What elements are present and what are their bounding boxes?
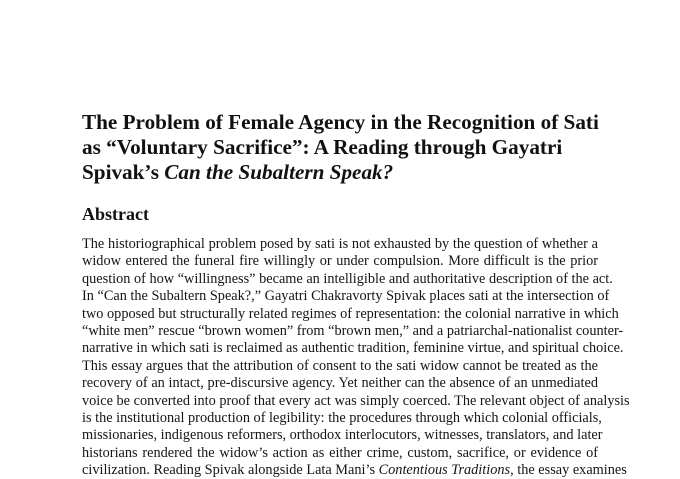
abstract-line: is the institutional production of legibility: the procedures through which colonial officials, — [82, 409, 602, 426]
abstract-line: question of how “willingness” became an intelligible and authoritative description of the act. — [82, 270, 613, 287]
title-line-1: The Problem of Female Agency in the Recognition of Sati — [82, 110, 599, 134]
abstract-line: “white men” rescue “brown women” from “brown men,” and a patriarchal-nationalist counter- — [82, 322, 624, 339]
abstract-last-italic: Contentious Traditions — [378, 462, 511, 479]
abstract-line: two opposed but structurally related regimes of representation: the colonial narrative in which — [82, 305, 619, 322]
title-line-3-italic: Can the Subaltern Speak? — [164, 160, 394, 184]
title-line-3 — [82, 160, 612, 185]
abstract-line: missionaries, indigenous reformers, orthodox interlocutors, witnesses, translators, and later — [82, 427, 603, 444]
abstract-line: widow entered the funeral fire willingly or under compulsion. More difficult is the prior — [82, 253, 598, 270]
abstract-line: In “Can the Subaltern Speak?,” Gayatri Chakravorty Spivak places sati at the intersection of — [82, 288, 610, 305]
abstract-heading: Abstract — [82, 204, 149, 224]
abstract-line: recovery of an intact, pre-discursive agency. Yet neither can the absence of an unmediated — [82, 375, 598, 392]
paper-title — [82, 110, 612, 185]
abstract-line: This essay argues that the attribution of consent to the sati widow cannot be treated as the — [82, 357, 598, 374]
abstract-line: narrative in which sati is reclaimed as authentic tradition, feminine virtue, and spiritual choice. — [82, 340, 624, 357]
abstract-last-prefix: civilization. Reading Spivak alongside Lata Mani’s — [82, 462, 379, 479]
title-line-2: as “Voluntary Sacrifice”: A Reading through Gayatri — [82, 135, 563, 159]
abstract-line: The historiographical problem posed by sati is not exhausted by the question of whether a — [82, 236, 598, 252]
abstract-line-last — [82, 462, 627, 479]
abstract-line: historians rendered the widow’s action as either crime, custom, sacrifice, or evidence of — [82, 444, 598, 461]
title-line-3-prefix: Spivak’s — [82, 160, 165, 184]
abstract-line: voice be converted into proof that every act was simply coerced. The relevant object of analysis — [82, 392, 630, 409]
abstract-body — [82, 236, 630, 479]
abstract-last-suffix: , the essay examines — [510, 462, 627, 479]
